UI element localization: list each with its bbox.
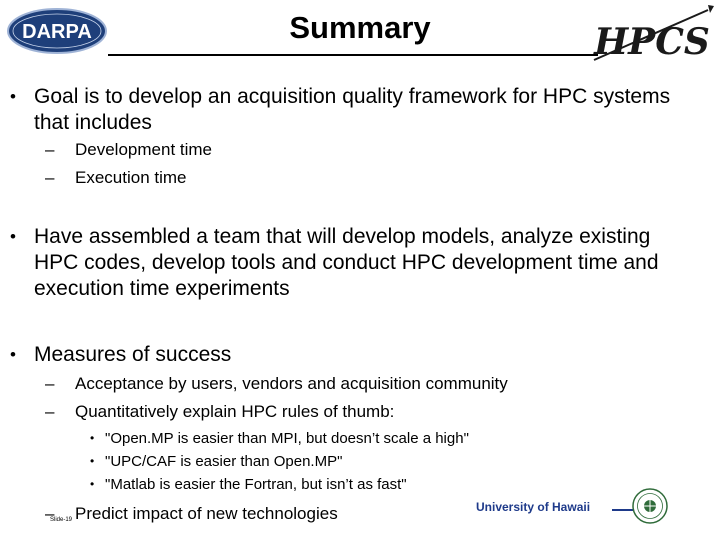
slide-number: Slide-19 (50, 517, 73, 523)
university-label: University of Hawaii (476, 500, 591, 514)
footer-accent-bar (612, 509, 634, 511)
bullet-text: Goal is to develop an acquisition quality framework for HPC systems that includes (34, 85, 671, 134)
bullet-dot: • (10, 227, 16, 246)
university-seal-icon (632, 488, 668, 524)
hpcs-logo-text: HPCS (594, 21, 710, 63)
bullet-dot: • (10, 87, 16, 106)
bullet-text: Measures of success (34, 343, 232, 366)
page-title: Summary (289, 10, 431, 45)
bullet-text: Have assembled a team that will develop models, analyze existing HPC codes, develop tools and conduct HPC development time and execution time experiments (34, 225, 659, 300)
darpa-logo-text: DARPA (22, 21, 92, 43)
bullet-dot: • (10, 345, 16, 364)
slide-content: • Goal is to develop an acquisition quality framework for HPC systems that includes – Development time – Execution time • Have assembled a team that will develop models, analyze existing HPC codes, develop tools and conduct HPC development time and execution time experiments • Measures of success – Acceptance by users, vendors and acquisition community – Quantitatively explain HPC rules of thumb: • "Open.MP is easier than MPI, but doesn’t scale a high" • "UPC/CAF is easier than Open.MP" • "Matlab is easier the Fortran, but isn’t as fast" – Predict impact of new technologies (0, 0, 720, 540)
